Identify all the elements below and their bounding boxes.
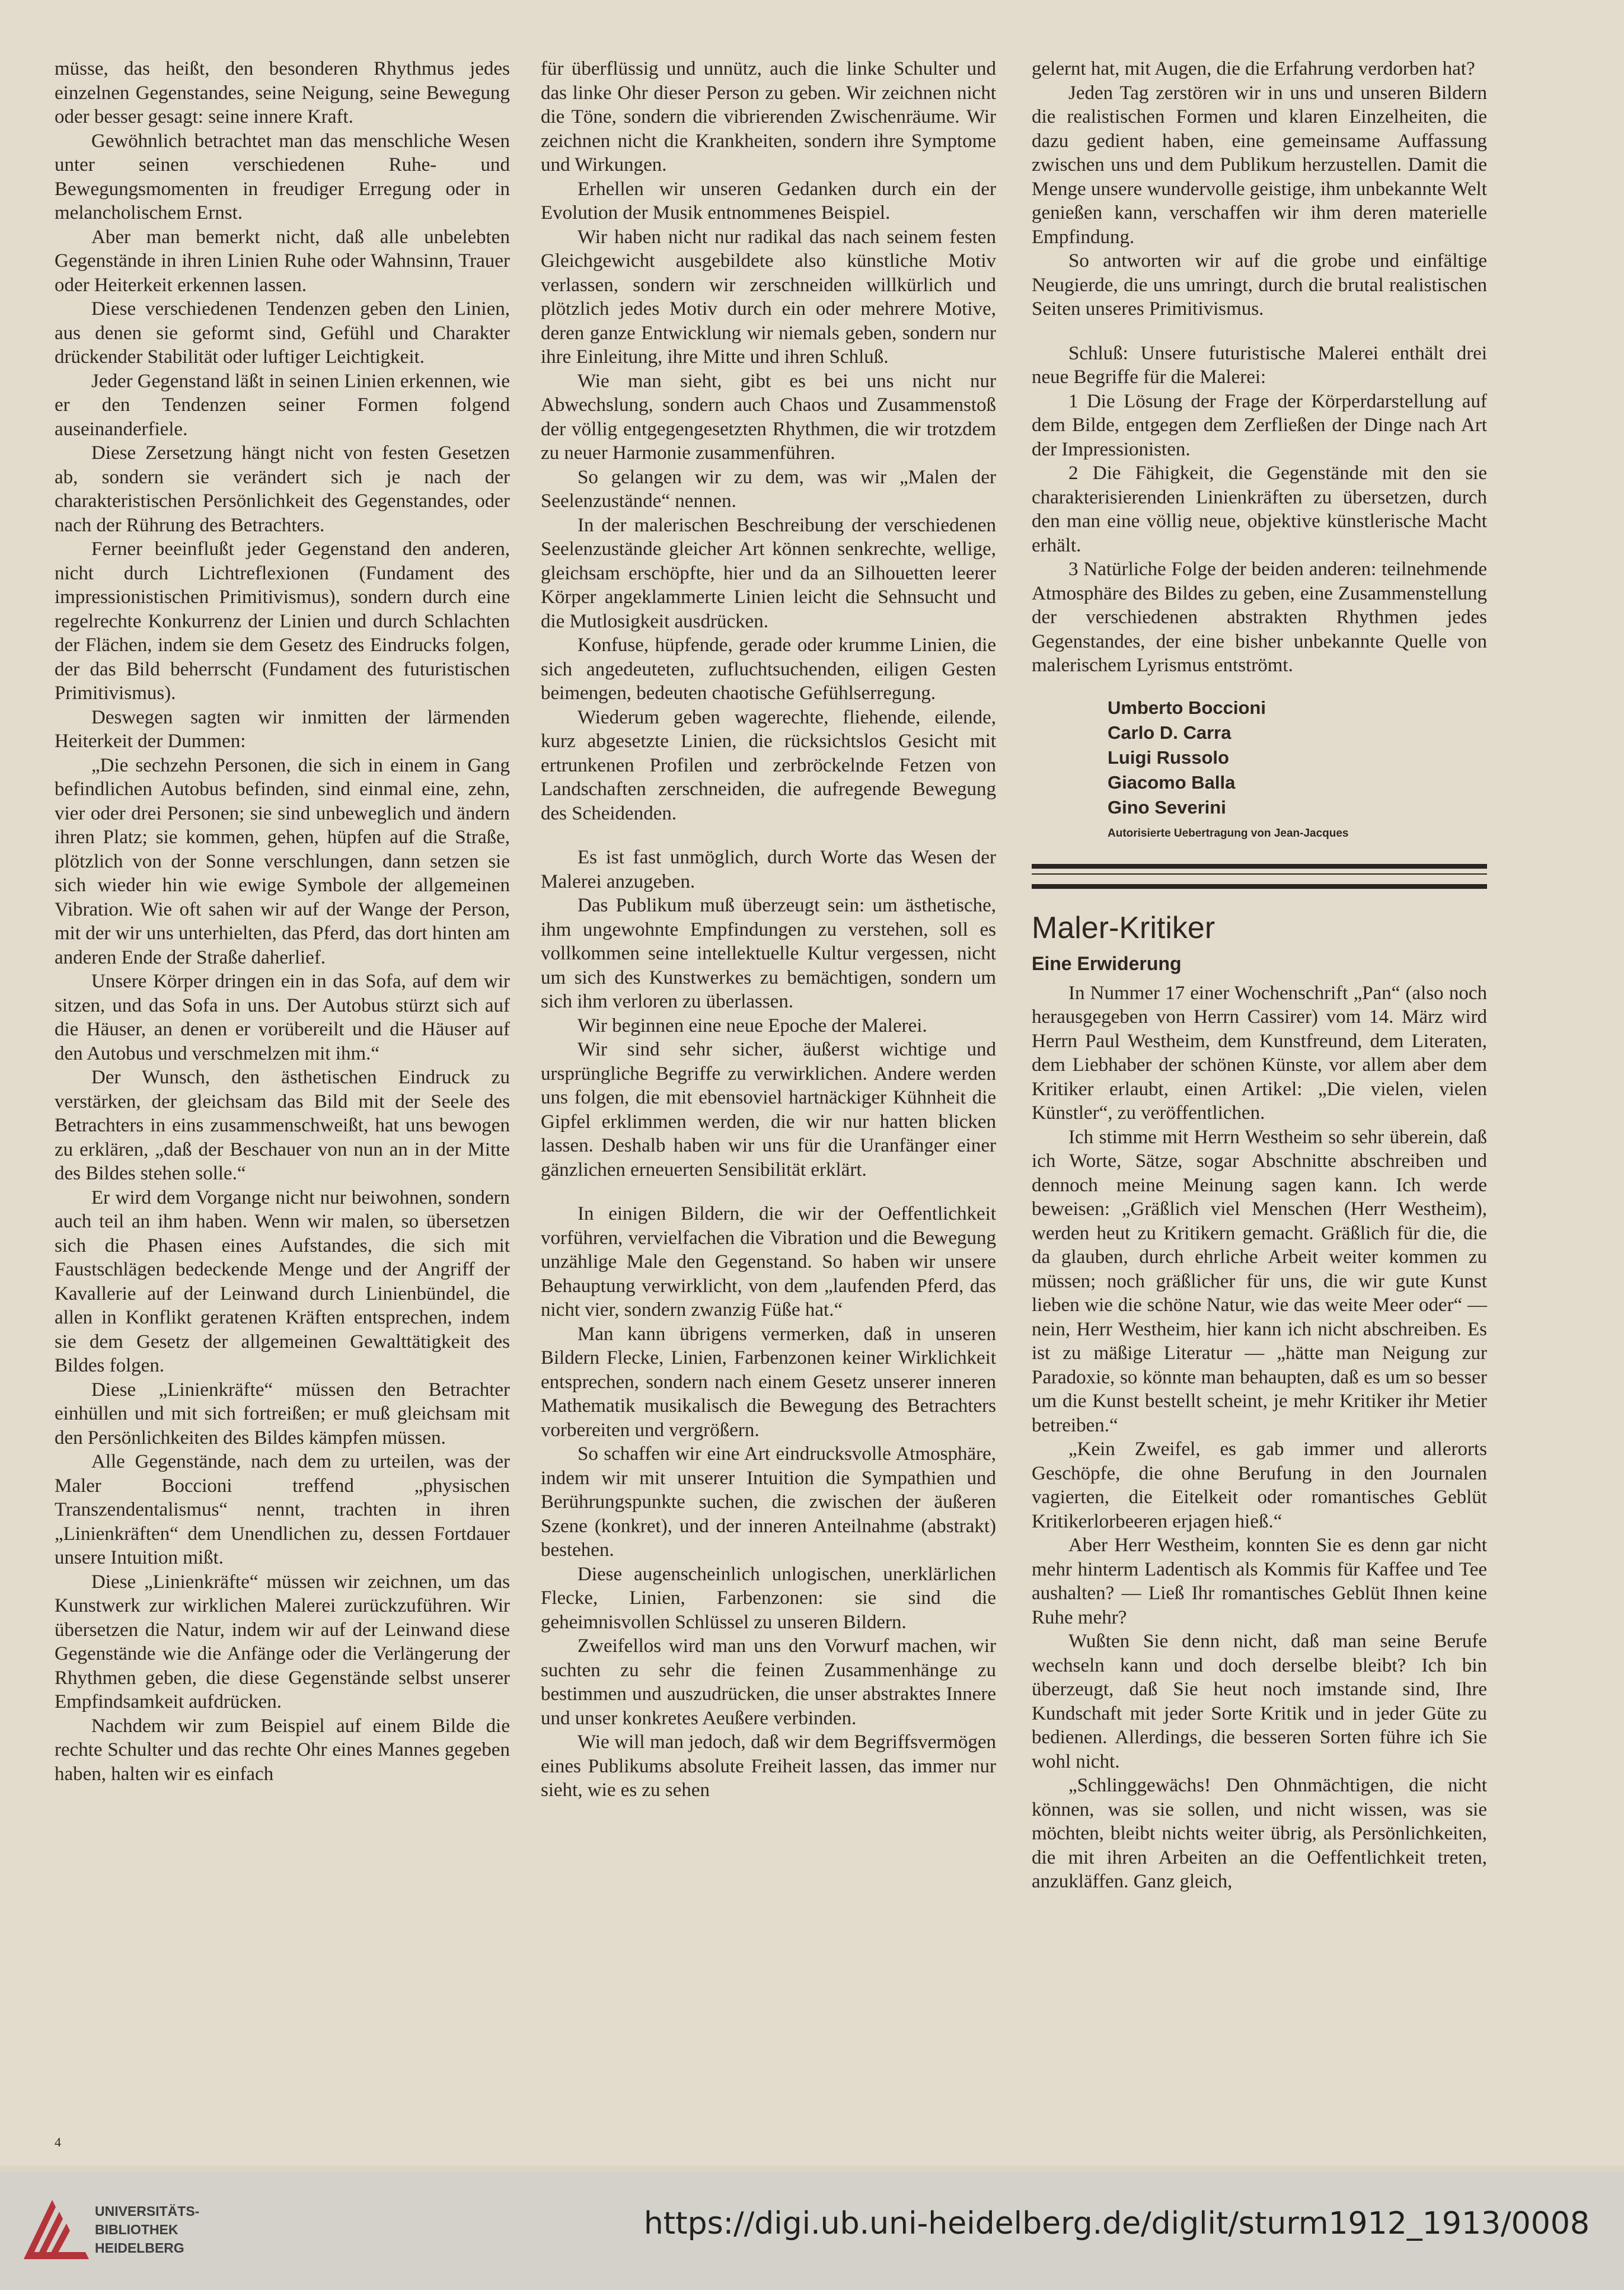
column-1 — [55, 57, 510, 1786]
paragraph: Diese „Linienkräfte“ müssen den Betrachter einhüllen und mit sich fortreißen; er muß gleichsam mit den Persönlichkeiten des Bildes kämpfen müssen. — [55, 1379, 510, 1449]
paragraph: Zweifellos wird man uns den Vorwurf machen, wir suchten zu sehr die feinen Zusammenhänge zu bestimmen und auszudrücken, die unser abstraktes Innere und unser konkretes Aeußere verbinden. — [541, 1635, 996, 1729]
column-3 — [1032, 57, 1487, 1894]
paragraph: Erhellen wir unseren Gedanken durch ein der Evolution der Musik entnommenes Beispiel. — [541, 178, 996, 224]
library-name-line: HEIDELBERG — [95, 2240, 184, 2256]
library-logo-icon — [18, 2195, 95, 2266]
paragraph: Wir sind sehr sicher, äußerst wichtige und ursprüngliche Begriffe zu verwirklichen. Andere werden uns folgen, die mit ebensoviel hartnäckiger Kühnheit die Gipfel erklimmen werden, die wir nur hatten blicken lassen. Deshalb haben wir uns für die Uranfänger einer gänzlichen erneuerten Sensibilität erklärt. — [541, 1039, 996, 1181]
paragraph: Diese „Linienkräfte“ müssen wir zeichnen, um das Kunstwerk zur wirklichen Malerei zurückzuführen. Wir übersetzen die Natur, indem wir auf der Leinwand diese Gegenstände wie die Anfänge oder die Verlängerung der Rhythmen geben, die diese Gegenstände selbst unserer Empfindsamkeit aufdrücken. — [55, 1571, 510, 1712]
paragraph: Wir beginnen eine neue Epoche der Malerei. — [578, 1015, 927, 1036]
paragraph: Schluß: Unsere futuristische Malerei enthält drei neue Begriffe für die Malerei: — [1032, 342, 1487, 388]
paragraph: 3 Natürliche Folge der beiden anderen: teilnehmende Atmosphäre des Bildes zu geben, eine Zusammenstellung der verschiedenen abstrakten Rhythmen jedes Gegenstandes, der eine bisher unbekannte Quelle von malerischem Lyrismus entströmt. — [1032, 559, 1487, 676]
paragraph: Wir haben nicht nur radikal das nach seinem festen Gleichgewicht ausgebildete also künstliche Motiv verlassen, sondern wir zerschneiden willkürlich und plötzlich jedes Motiv durch ein oder mehrere Motive, deren ganze Entwicklung wir niemals geben, sondern nur ihre Einleitung, ihre Mitte und ihren Schluß. — [541, 226, 996, 368]
section-divider — [1032, 864, 1487, 889]
paragraph: „Schlinggewächs! Den Ohnmächtigen, die nicht können, was sie sollen, und nicht wissen, was sie möchten, bleibt nichts weiter übrig, als Persönlichkeiten, die mit ihren Arbeiten an die Oeffentlichkeit treten, anzukläffen. Ganz gleich, — [1032, 1775, 1487, 1892]
translation-credit: Autorisierte Uebertragung von Jean-Jacques — [1108, 827, 1349, 840]
paragraph: Konfuse, hüpfende, gerade oder krumme Linien, die sich angedeuteten, zufluchtsuchenden, eiligen Gesten beimengen, bedeuten chaotische Gefühlserregung. — [541, 634, 996, 704]
paragraph: Das Publikum muß überzeugt sein: um ästhetische, ihm ungewohnte Empfindungen zu verstehen, soll es vollkommen seine intellektuelle Kultur vergessen, nicht um sich des Kunstwerkes zu bemächtigen, sondern um sich ihm verloren zu überlassen. — [541, 895, 996, 1012]
paragraph: Diese verschiedenen Tendenzen geben den Linien, aus denen sie geformt sind, Gefühl und Charakter drückender Stabilität oder luftiger Leichtigkeit. — [55, 298, 510, 368]
paragraph: Diese augenscheinlich unlogischen, unerklärlichen Flecke, Linien, Farbenzonen: sie sind die geheimnisvollen Schlüssel zu unseren Bildern. — [541, 1563, 996, 1633]
paragraph: Ich stimme mit Herrn Westheim so sehr überein, daß ich Worte, Sätze, sogar Abschnitte abschreiben und dennoch meine Meinung sagen kann. Ich werde beweisen: „Gräßlich viel Menschen (Herr Westheim), werden heut zu Kritikern gemacht. Gräßlich für die, die da glauben, durch ehrliche Arbeit weiter kommen zu müssen; noch gräßlicher für uns, die wir gute Kunst lieben wie die schöne Natur, wie das weite Meer oder“ — nein, Herr Westheim, hier kann ich nicht abschreiben. Es ist zu mäßige Literatur — „hätte man Neigung zur Paradoxie, so könnte man behaupten, daß es um so besser um die Kunst bestellt scheint, je mehr Kritiker ihr Metier betreiben.“ — [1032, 1126, 1487, 1436]
paragraph: Nachdem wir zum Beispiel auf einem Bilde die rechte Schulter und das rechte Ohr eines Mannes gegeben haben, halten wir es einfach — [55, 1715, 510, 1785]
permalink-url[interactable]: https://digi.ub.uni-heidelberg.de/diglit/sturm1912_1913/0008 — [643, 2206, 1590, 2241]
paragraph: „Die sechzehn Personen, die sich in einem in Gang befindlichen Autobus befinden, sind einmal eine, zehn, vier oder drei Personen; sie sind unbeweglich und ändern ihren Platz; sie kommen, gehen, hüpfen auf die Straße, plötzlich von der Sonne verschlungen, dann setzen sie sich wieder hin wie ewige Symbole der allgemeinen Vibration. Wie oft sahen wir auf der Wange der Person, mit der wir uns unterhielten, das Pferd, das dort hinten am anderen Ende der Straße daherlief. — [55, 754, 510, 968]
signer-name: Gino Severini — [1108, 796, 1226, 818]
paragraph: Der Wunsch, den ästhetischen Eindruck zu verstärken, der gleichsam das Bild mit der Seele des Betrachters in eins zusammenschweißt, hat uns bewogen zu erklären, „daß der Beschauer von nun an in der Mitte des Bildes stehen solle.“ — [55, 1067, 510, 1184]
paragraph: In einigen Bildern, die wir der Oeffentlichkeit vorführen, vervielfachen die Vibration und die Bewegung unzählige Male den Gegenstand. So haben wir unsere Behauptung verwirklicht, von dem „laufenden Pferd, das nicht vier, sondern zwanzig Füße hat.“ — [541, 1203, 996, 1321]
paragraph: Aber man bemerkt nicht, daß alle unbelebten Gegenstände in ihren Linien Ruhe oder Wahnsinn, Trauer oder Heiterkeit erkennen lassen. — [55, 226, 510, 296]
viewer-footer — [0, 2171, 1624, 2290]
paragraph: Man kann übrigens vermerken, daß in unseren Bildern Flecke, Linien, Farbenzonen keiner Wirklichkeit entsprechen, sondern nach einem Gesetz unserer inneren Mathematik musikalisch die Bewegung des Betrachters vorbereiten und vergrößern. — [541, 1323, 996, 1441]
signatories — [1108, 696, 1487, 820]
article-subtitle: Eine Erwiderung — [1032, 952, 1182, 974]
article-title: Maler-Kritiker — [1032, 910, 1215, 945]
paragraph: Er wird dem Vorgange nicht nur beiwohnen, sondern auch teil an ihm haben. Wenn wir malen, so übersetzen sich die Phasen eines Aufstandes, die sich mit Faustschlägen bedeckende Menge und der Angriff der Kavallerie auf der Leinwand durch Linienbündel, die allen in Konflikt geratenen Kräften entsprechen, indem sie dem Gesetz der allgemeinen Gewalttätigkeit des Bildes folgen. — [55, 1187, 510, 1376]
page-number: 4 — [55, 2135, 61, 2149]
paragraph: In Nummer 17 einer Wochenschrift „Pan“ (also noch herausgegeben von Herrn Cassirer) vom 14. März wird Herrn Paul Westheim, dem Kunstfreund, dem Literaten, dem Liebhaber der schönen Künste, vor allem aber dem Kritiker erlaubt, einen Artikel: „Die vielen, vielen Künstler“, zu veröffentlichen. — [1032, 982, 1487, 1124]
paragraph: So gelangen wir zu dem, was wir „Malen der Seelenzustände“ nennen. — [541, 466, 996, 512]
paragraph: Wie man sieht, gibt es bei uns nicht nur Abwechslung, sondern auch Chaos und Zusammenstoß der völlig entgegengesetzten Rhythmen, die wir trotzdem zu neuer Harmonie zusammenführen. — [541, 370, 996, 464]
column-2 — [541, 57, 996, 1803]
paragraph: Es ist fast unmöglich, durch Worte das Wesen der Malerei anzugeben. — [541, 847, 996, 892]
paragraph: Ferner beeinflußt jeder Gegenstand den anderen, nicht durch Lichtreflexionen (Fundament des impressionistischen Primitivismus), sondern durch eine regelrechte Konkurrenz der Linien und durch Schlachten der Flächen, indem sie dem Gesetz des Eindrucks folgen, der das Bild beherrscht (Fundament des futuristischen Primitivismus). — [55, 538, 510, 704]
library-name — [95, 2202, 199, 2257]
paragraph: Deswegen sagten wir inmitten der lärmenden Heiterkeit der Dummen: — [55, 706, 510, 752]
paragraph: Jeder Gegenstand läßt in seinen Linien erkennen, wie er den Tendenzen seiner Formen folgend auseinanderfiele. — [55, 370, 510, 440]
signer-name: Carlo D. Carra — [1108, 722, 1231, 743]
paragraph: 2 Die Fähigkeit, die Gegenstände mit den sie charakterisierenden Linienkräften zu übersetzen, durch den man eine völlig neue, objektive künstlerische Macht erhält. — [1032, 463, 1487, 556]
paragraph: Wie will man jedoch, daß wir dem Begriffsvermögen eines Publikums absolute Freiheit lassen, das immer nur sieht, wie es zu sehen — [541, 1731, 996, 1801]
signer-name: Giacomo Balla — [1108, 771, 1236, 793]
paragraph: Alle Gegenstände, nach dem zu urteilen, was der Maler Boccioni treffend „physischen Transzendentalismus“ nennt, trachten in ihren „Linienkräften“ dem Unendlichen zu, dessen Fortdauer unsere Intuition mißt. — [55, 1451, 510, 1568]
paragraph: für überflüssig und unnütz, auch die linke Schulter und das linke Ohr dieser Person zu geben. Wir zeichnen nicht die Töne, sondern die vibrierenden Zwischenräume. Wir zeichnen nicht die Krankheiten, sondern ihre Symptome und Wirkungen. — [541, 58, 996, 176]
paragraph: „Kein Zweifel, es gab immer und allerorts Geschöpfe, die ohne Berufung in den Journalen vagierten, die Eitelkeit oder romantisches Geblüt Kritikerlorbeeren erjagen hieß.“ — [1032, 1439, 1487, 1532]
paragraph: So antworten wir auf die grobe und einfältige Neugierde, die uns umringt, durch die brutal realistischen Seiten unseres Primitivismus. — [1032, 250, 1487, 320]
paragraph: Wußten Sie denn nicht, daß man seine Berufe wechseln kann und doch derselbe bleibt? Ich bin überzeugt, daß Sie heut noch imstande sind, Ihre Kundschaft mit jeder Sorte Kritik und in jeder Güte zu bedienen. Allerdings, die besseren Sorten führe ich Sie wohl nicht. — [1032, 1631, 1487, 1772]
library-name-line: BIBLIOTHEK — [95, 2222, 178, 2237]
paragraph: In der malerischen Beschreibung der verschiedenen Seelenzustände gleicher Art können senkrechte, wellige, gleichsam erschöpfte, hier und da an Silhouetten leerer Körper angeklammerte Linien leicht die Sehnsucht und die Mutlosigkeit ausdrücken. — [541, 514, 996, 632]
paragraph: Unsere Körper dringen ein in das Sofa, auf dem wir sitzen, und das Sofa in uns. Der Autobus stürzt sich auf die Häuser, an denen er vorübereilt und die Häuser auf den Autobus und verschmelzen mit ihm.“ — [55, 971, 510, 1064]
paragraph: So schaffen wir eine Art eindrucksvolle Atmosphäre, indem wir mit unserer Intuition die Sympathien und Berührungspunkte suchen, die zwischen der äußeren Szene (konkret), und der inneren Anteilnahme (abstrakt) bestehen. — [541, 1443, 996, 1561]
paragraph: gelernt hat, mit Augen, die die Erfahrung verdorben hat? — [1032, 58, 1475, 79]
paragraph: Diese Zersetzung hängt nicht von festen Gesetzen ab, sondern sie verändert sich je nach der charakteristischen Persönlichkeit des Gegenstandes, oder nach der Rührung des Betrachters. — [55, 442, 510, 536]
signer-name: Luigi Russolo — [1108, 747, 1229, 768]
paragraph: müsse, das heißt, den besonderen Rhythmus jedes einzelnen Gegenstandes, seine Neigung, seine Bewegung oder besser gesagt: seine innere Kraft. — [55, 58, 510, 127]
signer-name: Umberto Boccioni — [1108, 697, 1266, 718]
paragraph: Wiederum geben wagerechte, fliehende, eilende, kurz abgesetzte Linien, die rücksichtslos Gesicht mit ertrunkenen Profilen und zerbröckelnde Fetzen von Landschaften zerschneiden, die aufregende Bewegung des Scheidenden. — [541, 706, 996, 824]
paragraph: Gewöhnlich betrachtet man das menschliche Wesen unter seinen verschiedenen Ruhe- und Bewegungsmomenten in freudiger Erregung oder in melancholischem Ernst. — [55, 130, 510, 224]
paragraph: Jeden Tag zerstören wir in uns und unseren Bildern die realistischen Formen und klaren Einzelheiten, die dazu gedient haben, eine gemeinsame Auffassung zwischen uns und dem Publikum herzustellen. Damit die Menge unsere wundervolle geistige, ihm unbekannte Welt genießen kann, verschaffen wir ihm deren materielle Empfindung. — [1032, 82, 1487, 248]
paragraph: 1 Die Lösung der Frage der Körperdarstellung auf dem Bilde, entgegen dem Zerfließen der Dinge nach Art der Impressionisten. — [1032, 390, 1487, 460]
library-name-line: UNIVERSITÄTS- — [95, 2203, 200, 2219]
paragraph: Aber Herr Westheim, konnten Sie es denn gar nicht mehr hinterm Ladentisch als Kommis für Kaffee und Tee aushalten? — Ließ Ihr romantisches Geblüt Ihnen keine Ruhe mehr? — [1032, 1535, 1487, 1628]
